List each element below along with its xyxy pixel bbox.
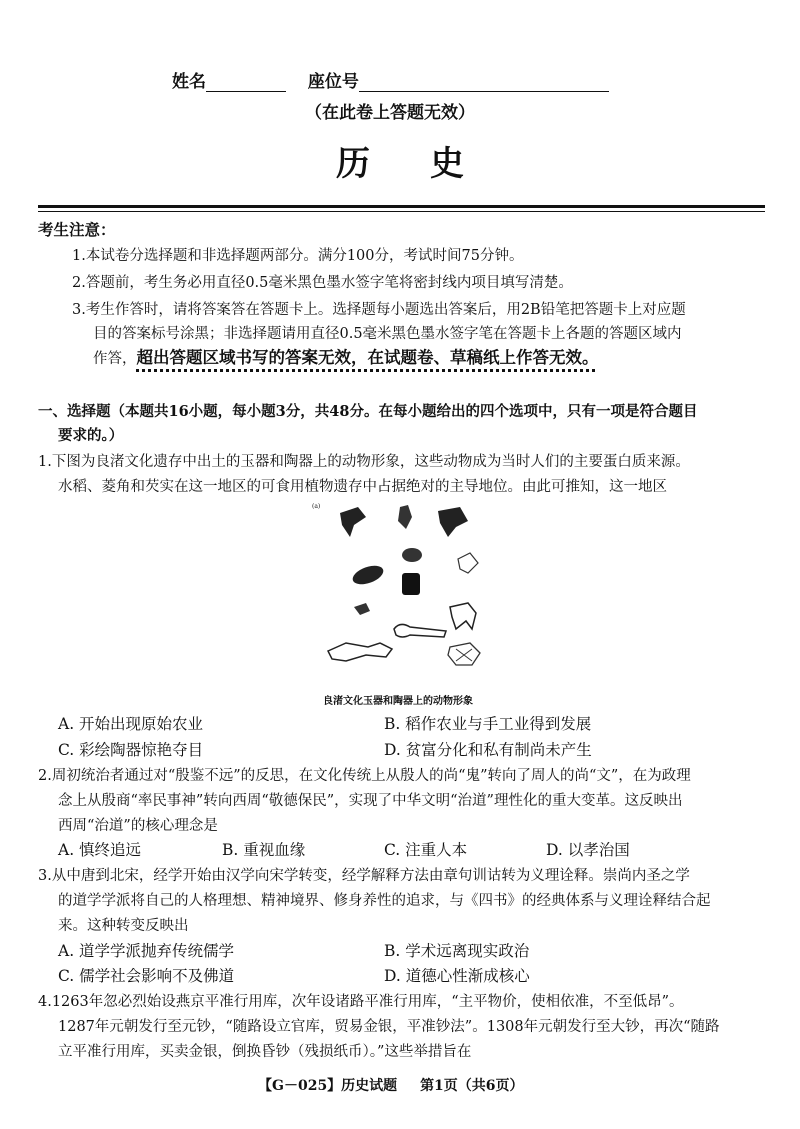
section-heading-line2: 要求的。） [58, 427, 124, 444]
q1-option-b: B. 稻作农业与手工业得到发展 [384, 715, 592, 733]
q1-option-d: D. 贫富分化和私有制尚未产生 [384, 741, 592, 759]
q1-option-a: A. 开始出现原始农业 [58, 715, 204, 733]
name-blank [206, 73, 286, 92]
notice-emphasis: 超出答题区域书写的答案无效，在试题卷、草稿纸上作答无效。 [136, 348, 599, 367]
animal-motifs-image [310, 503, 500, 683]
q3-option-c: C. 儒学社会影响不及佛道 [58, 967, 235, 985]
notice-item-2: 2.答题前，考生务必用直径0.5毫米黑色墨水签字笔将密封线内项目填写清楚。 [72, 275, 573, 291]
figure-tag: (a) [312, 503, 321, 510]
name-label: 姓名 [172, 72, 206, 92]
q2-option-b: B. 重视血缘 [222, 841, 306, 859]
q3-stem-line2: 的道学学派将自己的人格理想、精神境界、修身养性的追求，与《四书》的经典体系与义理诠释结合起 [58, 893, 711, 909]
page-title: 历史 [336, 144, 524, 184]
q1-stem-line2: 水稻、菱角和芡实在这一地区的可食用植物遗存中占据绝对的主导地位。由此可推知，这一地区 [58, 479, 667, 495]
q4-stem-line2: 1287年元朝发行至元钞，“随路设立官库，贸易金银，平准钞法”。1308年元朝发行至大钞，再次“随路 [58, 1019, 720, 1035]
notice-item-1: 1.本试卷分选择题和非选择题两部分。满分100分，考试时间75分钟。 [72, 248, 524, 264]
notice-item-3-line2: 目的答案标号涂黑；非选择题请用直径0.5毫米黑色墨水签字笔在答题卡上各题的答题区域内 [93, 326, 682, 342]
q2-stem-line3: 西周“治道”的核心理念是 [58, 818, 218, 834]
q2-stem-line1: 2.周初统治者通过对“殷鉴不远”的反思，在文化传统上从殷人的尚“鬼”转向了周人的尚“文”，在为政理 [38, 768, 691, 784]
q3-stem-line3: 来。这种转变反映出 [58, 918, 189, 934]
q2-option-a: A. 慎终追远 [58, 841, 142, 859]
q3-option-d: D. 道德心性渐成核心 [384, 967, 530, 985]
section-heading: 一、选择题（本题共16小题，每小题3分，共48分。在每小题给出的四个选项中，只有一项是符合题目 [38, 403, 698, 420]
q1-stem-line1: 1.下图为良渚文化遗存中出土的玉器和陶器上的动物形象，这些动物成为当时人们的主要蛋白质来源。 [38, 454, 690, 470]
liangzhu-animal-figure [310, 503, 500, 683]
notice-item-3-prefix: 作答， [93, 351, 137, 367]
name-seat-line [172, 72, 609, 92]
notice-item-3: 3.考生作答时，请将答案答在答题卡上。选择题每小题选出答案后，用2B铅笔把答题卡上对应题 [72, 302, 686, 318]
q2-stem-line2: 念上从殷商“率民事神”转向西周“敬德保民”，实现了中华文明“治道”理性化的重大变革。这反映出 [58, 793, 683, 809]
q3-stem-line1: 3.从中唐到北宋，经学开始由汉学向宋学转变，经学解释方法由章句训诂转为义理诠释。崇尚内圣之学 [38, 868, 690, 884]
notice-item-3-line3 [93, 348, 599, 369]
q3-option-b: B. 学术远离现实政治 [384, 942, 530, 960]
header-rule-thick [38, 205, 765, 208]
q2-option-c: C. 注重人本 [384, 841, 468, 859]
footer-code: 【G－025】历史试题 [258, 1078, 398, 1094]
footer [258, 1076, 524, 1096]
header-rule-thin [38, 211, 765, 212]
invalid-note: （在此卷上答题无效） [305, 103, 475, 123]
footer-page: 第1页（共6页） [420, 1078, 524, 1094]
q4-stem-line3: 立平准行用库，买卖金银，倒换昏钞（残损纸币）。”这些举措旨在 [58, 1044, 472, 1060]
seat-blank [359, 73, 609, 92]
seat-label: 座位号 [307, 72, 359, 92]
notice-heading: 考生注意： [38, 220, 116, 239]
q3-option-a: A. 道学学派抛弃传统儒学 [58, 942, 235, 960]
q4-stem-line1: 4.1263年忽必烈始设燕京平准行用库，次年设诸路平准行用库，“主平物价，使相依准，不至低昂”。 [38, 994, 684, 1010]
q1-option-c: C. 彩绘陶器惊艳夺目 [58, 741, 204, 759]
q2-option-d: D. 以孝治国 [546, 841, 630, 859]
figure-caption: 良渚文化玉器和陶器上的动物形象 [323, 696, 473, 707]
